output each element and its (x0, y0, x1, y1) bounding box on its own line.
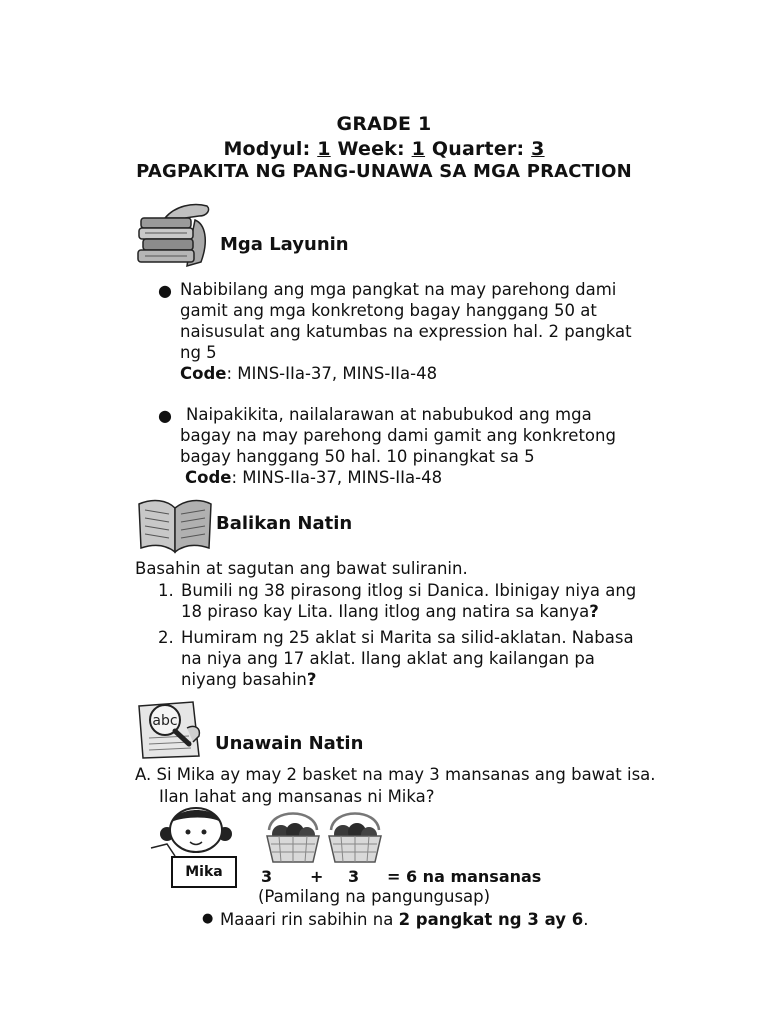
note-prefix: Maaari rin sabihin na (220, 910, 399, 929)
quarter-label: Quarter: (431, 138, 525, 160)
week-label: Week: (337, 138, 405, 160)
layunin-1-line-1: Nabibilang ang mga pangkat na may parehong dami (180, 280, 617, 299)
layunin-1-line-3: naisusulat ang katumbas na expression hal. 2 pangkat (180, 322, 632, 341)
equation-caption: (Pamilang na pangungusap) (258, 887, 491, 906)
equation-result: = 6 na mansanas (387, 867, 542, 886)
balikan-2-line-3: niyang basahin (181, 670, 307, 689)
balikan-1-line-1: Bumili ng 38 pirasong itlog si Danica. Ibinigay niya ang (181, 581, 637, 600)
equation-addend-2: 3 (348, 867, 360, 886)
balikan-2-line-1: Humiram ng 25 aklat si Marita sa silid-aklatan. Nabasa (181, 628, 634, 647)
balikan-1-line-2-wrap (181, 601, 721, 622)
code-value: : MINS-IIa-37, MINS-IIa-48 (226, 364, 438, 383)
question-mark: ? (589, 602, 599, 621)
code-label: Code (185, 468, 232, 487)
layunin-item-2 (180, 404, 720, 488)
note-bold: 2 pangkat ng 3 ay 6 (398, 910, 584, 929)
girl-illustration (145, 804, 245, 864)
bullet-1-dot: ● (158, 281, 172, 300)
equation-addend-1: 3 (261, 867, 273, 886)
unawain-problem-line-1: A. Si Mika ay may 2 basket na may 3 mansanas ang bawat isa. (135, 765, 656, 784)
books-icon (135, 200, 215, 270)
modyul-label: Modyul: (223, 138, 311, 160)
svg-text:abc: abc (152, 713, 178, 729)
code-label: Code (180, 364, 227, 383)
week-number: 1 (411, 138, 426, 160)
balikan-item-2-num: 2. (158, 628, 174, 647)
layunin-2-code (180, 467, 720, 488)
layunin-1-line-2: gamit ang mga konkretong bagay hanggang 50 at (180, 301, 597, 320)
question-mark: ? (306, 670, 317, 689)
magnifier-abc-icon (135, 698, 210, 760)
apple-basket-2 (325, 806, 385, 864)
balikan-item-2 (181, 627, 721, 690)
code-value: : MINS-IIa-37, MINS-IIa-48 (231, 468, 443, 487)
balikan-title: Balikan Natin (216, 513, 353, 534)
quarter-number: 3 (531, 138, 545, 160)
balikan-item-1 (181, 580, 721, 622)
layunin-title: Mga Layunin (220, 234, 349, 255)
layunin-1-code (180, 363, 720, 384)
note-suffix: . (583, 910, 589, 929)
module-line (0, 138, 768, 160)
equation-plus: + (310, 867, 324, 886)
apple-basket-1 (263, 806, 323, 864)
bullet-2-dot: ● (158, 406, 172, 425)
mika-name-tag: Mika (171, 856, 237, 888)
layunin-2-line-2: bagay na may parehong dami gamit ang konkretong (180, 426, 616, 445)
layunin-item-1 (180, 279, 720, 384)
layunin-2-line-1: Naipakikita, nailalarawan at nabubukod ang mga (186, 405, 592, 424)
note-bullet: ● (202, 911, 214, 926)
grade-title: GRADE 1 (336, 113, 432, 135)
unawain-problem-line-2: Ilan lahat ang mansanas ni Mika? (159, 787, 435, 806)
balikan-1-line-2: 18 piraso kay Lita. Ilang itlog ang natira sa kanya (181, 602, 590, 621)
balikan-2-line-2: na niya ang 17 aklat. Ilang aklat ang kailangan pa (181, 649, 595, 668)
balikan-intro: Basahin at sagutan ang bawat suliranin. (135, 559, 468, 578)
layunin-2-line-3: bagay hanggang 50 hal. 10 pinangkat sa 5 (180, 447, 535, 466)
modyul-number: 1 (317, 138, 331, 160)
layunin-1-line-4: ng 5 (180, 343, 217, 362)
balikan-item-1-num: 1. (158, 581, 174, 600)
unawain-title: Unawain Natin (215, 733, 364, 754)
open-book-icon (135, 494, 215, 554)
balikan-2-line-3-wrap (181, 669, 721, 690)
topic-title: PAGPAKITA NG PANG-UNAWA SA MGA PRACTION (136, 161, 632, 182)
unawain-note (220, 909, 588, 930)
